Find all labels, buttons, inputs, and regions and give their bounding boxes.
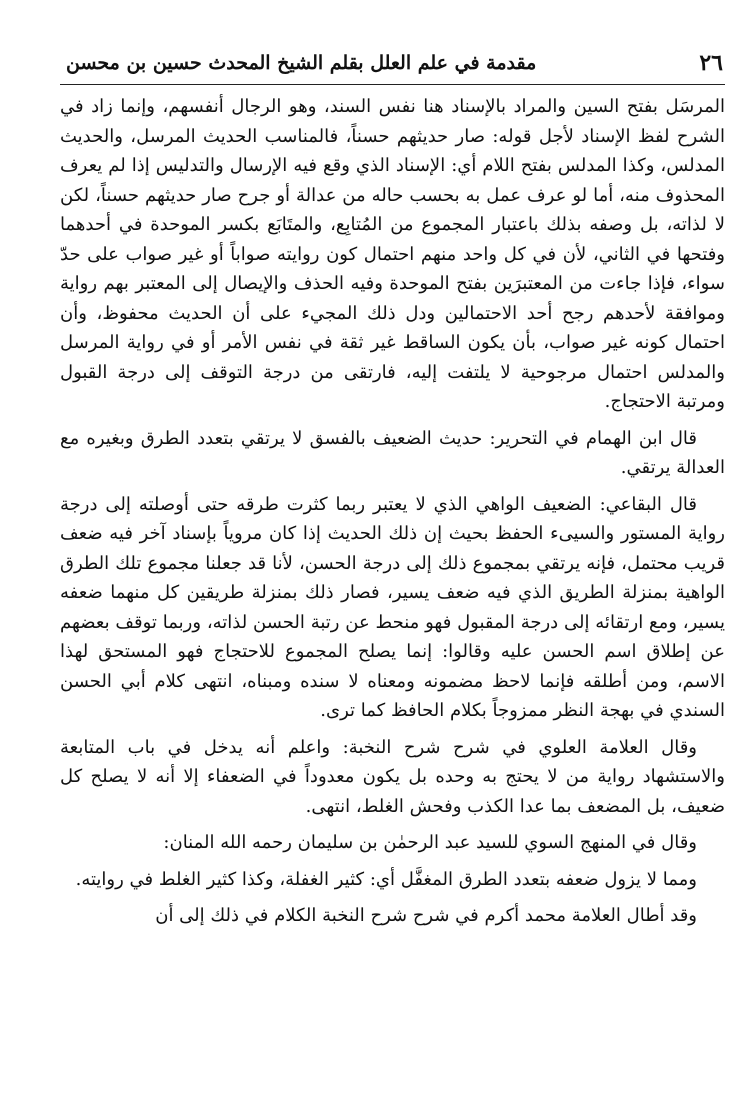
paragraph: وقال العلامة العلوي في شرح شرح النخبة: واعلم أنه يدخل في باب المتابعة والاستشهاد رواية من لا يحتج به وحده بل يكون معدوداً في الضعفاء إلا أنه لا يصلح كل ضعيف، بل المضعف بما عدا الكذب وفحش الغلط، انتهى. (60, 736, 725, 817)
body-text (60, 92, 725, 931)
paragraph: وقال في المنهج السوي للسيد عبد الرحمٰن بن سليمان رحمه الله المنان: (163, 832, 697, 853)
page-number: ٢٦ (699, 50, 723, 76)
paragraph: قال البقاعي: الضعيف الواهي الذي لا يعتبر ربما كثرت طرقه حتى أوصلته إلى درجة رواية المستور والسيىء الحفظ بحيث إن ذلك الحديث إذا كان مروياً بإسناد آخر فيه ضعف قريب محتمل، فإنه يرتقي بمجموع ذلك إلى درجة الحسن، لأنا قد جعلنا مجموع تلك الطرق الواهية بمنزلة الطريق الذي فيه ضعف يسير، فصار ذلك بمنزلة طريقين كل منهما ضعفه يسير، ومع ارتقائه إلى درجة المقبول فهو منحط عن رتبة الحسن لذاته، وربما توقف بعضهم عن إطلاق اسم الحسن عليه وقالوا: إنما يصلح المجموع للاحتجاج فهو المستحق لهذا الاسم، ومن أطلقه فإنما لاحظ مضمونه ومعناه لا سنده ومبناه، انتهى كلام أبي الحسن السندي في بهجة النظر ممزوجاً بكلام الحافظ كما ترى. (60, 493, 725, 721)
paragraph: المرسَل بفتح السين والمراد بالإسناد هنا نفس السند، وهو الرجال أنفسهم، وإنما زاد في الشرح لفظ الإسناد لأجل قوله: صار حديثهم حسناً، فالمناسب الحديث المرسل، والحديث المدلس، وكذا المدلس بفتح اللام أي: الإسناد الذي وقع فيه الإرسال والتدليس إذا لم يعرف المحذوف منه، أما لو عرف عمل به بحسب حاله من عدالة أو جرح صار حديثهم حسناً، لكن لا لذاته، بل وصفه بذلك باعتبار المجموع من المُتابِع، والمتَابَع بكسر الموحدة في أحدهما وفتحها في الثاني، لأن في كل واحد منهم احتمال كون روايته صواباً أو غير صواب على حدّ سواء، فإذا جاءت من المعتبرَين بفتح الموحدة وفيه الحذف والإيصال إلى المعتبر بهم رواية وموافقة لأحدهم رجح أحد الاحتمالين ودل ذلك المجيء على أن الحديث محفوظ، وأن احتمال كونه غير صواب، بأن يكون الساقط غير ثقة في نفس الأمر أو في رواية المرسل والمدلس احتمال مرجوحية لا يلتفت إليه، فارتقى من درجة التوقف إلى درجة القبول ومرتبة الاحتجاج. (60, 96, 726, 412)
paragraph: ومما لا يزول ضعفه بتعدد الطرق المغفَّل أي: كثير الغفلة، وكذا كثير الغلط في روايته. (75, 868, 697, 890)
paragraph: قال ابن الهمام في التحرير: حديث الضعيف بالفسق لا يرتقي بتعدد الطرق وبغيره مع العدالة يرتقي. (60, 427, 725, 478)
page-header (60, 44, 725, 85)
paragraph: وقد أطال العلامة محمد أكرم في شرح شرح النخبة الكلام في ذلك إلى أن (155, 905, 697, 926)
book-page (60, 0, 725, 1100)
running-title: مقدمة في علم العلل بقلم الشيخ المحدث حسين بن محسن (66, 52, 537, 74)
